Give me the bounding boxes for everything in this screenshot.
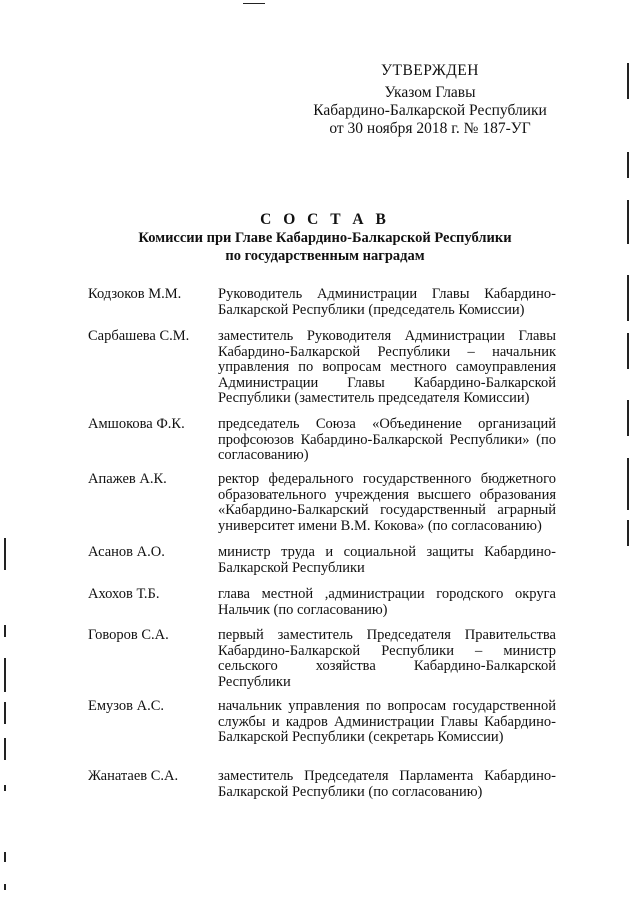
member-row [88, 769, 556, 800]
approval-line: Указом Главы [384, 84, 476, 101]
scan-mark [4, 625, 6, 637]
member-name: Апажев А.К. [88, 471, 167, 487]
member-role: министр труда и социальной защиты Кабардино-Балкарской Республики [218, 544, 556, 576]
scan-mark [627, 200, 629, 244]
scan-mark [627, 333, 629, 369]
title-line: по государственным наградам [225, 248, 425, 264]
member-row [88, 287, 556, 318]
member-name: Говоров С.А. [88, 627, 169, 643]
member-role: заместитель Руководителя Администрации Главы Кабардино-Балкарской Республики – начальник управления по вопросам местного самоуправления Администрации Главы Кабардино-Балкарской Республики (заместитель председателя Комиссии) [218, 328, 556, 406]
member-role: глава местной ,администрации городского округа Нальчик (по согласованию) [218, 586, 556, 618]
member-role: Руководитель Администрации Главы Кабардино-Балкарской Республики (председатель Комиссии) [218, 286, 556, 318]
member-name: Кодзоков М.М. [88, 286, 182, 302]
approval-block [300, 62, 560, 138]
member-row [88, 628, 556, 690]
member-role: ректор федерального государственного бюджетного образовательного учреждения высшего образования «Кабардино-Балкарский государственный аграрный университет имени В.М. Кокова» (по согласованию) [218, 471, 556, 534]
scan-mark [627, 520, 629, 546]
scan-mark [627, 275, 629, 321]
scan-mark [627, 152, 629, 178]
member-name: Ахохов Т.Б. [88, 586, 160, 602]
member-role: начальник управления по вопросам государственной службы и кадров Администрации Главы Кабардино-Балкарской Республики (секретарь Комиссии) [218, 698, 556, 745]
member-row [88, 699, 556, 746]
member-role: председатель Союза «Объединение организаций профсоюзов Кабардино-Балкарской Республики» (по согласованию) [218, 416, 556, 463]
scan-mark [243, 3, 265, 4]
scan-mark [627, 400, 629, 436]
member-row [88, 545, 556, 576]
scan-mark [4, 884, 6, 890]
document-title [90, 211, 560, 265]
member-name: Асанов А.О. [88, 544, 165, 560]
member-role: первый заместитель Председателя Правительства Кабардино-Балкарской Республики – министр сельского хозяйства Кабардино-Балкарской Республики [218, 627, 556, 690]
scan-mark [4, 702, 6, 724]
approval-heading: УТВЕРЖДЕН [381, 62, 479, 79]
title-heading: С О С Т А В [260, 211, 390, 228]
scan-mark [4, 658, 6, 692]
scan-mark [4, 852, 6, 862]
scan-mark [4, 538, 6, 570]
member-name: Сарбашева С.М. [88, 328, 190, 344]
scan-mark [4, 785, 6, 791]
member-row [88, 329, 556, 407]
member-row [88, 417, 556, 464]
scan-mark [627, 63, 629, 99]
approval-line: Кабардино-Балкарской Республики [313, 102, 547, 119]
member-row [88, 587, 556, 618]
approval-date-line: от 30 ноября 2018 г. № 187-УГ [329, 120, 531, 137]
member-name: Жанатаев С.А. [88, 768, 179, 784]
scan-mark [627, 458, 629, 510]
member-role: заместитель Председателя Парламента Кабардино-Балкарской Республики (по согласованию) [218, 768, 556, 800]
member-name: Амшокова Ф.К. [88, 416, 185, 432]
title-line: Комиссии при Главе Кабардино-Балкарской Республики [138, 230, 512, 246]
scan-mark [4, 738, 6, 760]
member-row [88, 472, 556, 534]
member-name: Емузов А.С. [88, 698, 165, 714]
